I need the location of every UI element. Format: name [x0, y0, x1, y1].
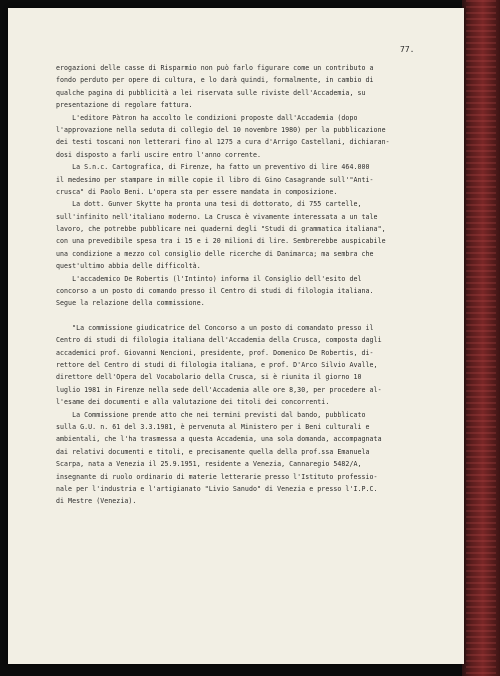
text-line: La S.n.c. Cartografica, di Firenze, ha fatto un preventivo di lire 464.000 [56, 163, 370, 172]
text-line: "La commissione giudicatrice del Concorso a un posto di comandato presso il [56, 323, 374, 332]
text-line: lavoro, che potrebbe pubblicare nei quaderni degli "Studi di grammatica italiana", [56, 225, 386, 234]
text-line: dai relativi documenti e titoli, e precisamente quella della prof.ssa Emanuela [56, 447, 370, 456]
text-line: sull'infinito nell'italiano moderno. La Crusca è vivamente interessata a un tale [56, 212, 378, 221]
paragraph [56, 409, 434, 508]
text-line: l'approvazione nella seduta di collegio del 10 novembre 1980) per la pubblicazione [56, 125, 386, 134]
text-line: di Mestre (Venezia). [56, 497, 137, 506]
paragraph [56, 112, 434, 162]
text-line: insegnante di ruolo ordinario di materie letterarie presso l'Istituto professio- [56, 472, 378, 481]
text-line: Scarpa, nata a Venezia il 25.9.1951, residente a Venezia, Cannaregio 5482/A, [56, 460, 362, 469]
text-line: L'editore Pàtron ha accolto le condizioni proposte dall'Accademia (dopo [56, 113, 358, 122]
text-line: qualche pagina di pubblicità a lei riservata sulle riviste dell'Accademia, su [56, 88, 366, 97]
text-line: una condizione a mezzo col consiglio delle ricerche di Danimarca; ma sembra che [56, 249, 374, 258]
text-line: dei testi toscani non letterari fino al 1275 a cura d'Arrigo Castellani, dichiaran- [56, 138, 390, 147]
text-line: accademici prof. Giovanni Nencioni, presidente, prof. Domenico De Robertis, di- [56, 348, 374, 357]
paragraph [56, 62, 434, 112]
text-line: il medesimo per stampare in mille copie il libro di Gino Casagrande sull'"Anti- [56, 175, 374, 184]
text-line: Segue la relazione della commissione. [56, 299, 205, 308]
text-line: concorso a un posto di comando presso il Centro di studi di filologia italiana. [56, 287, 374, 296]
text-line: nale per l'industria e l'artigianato "Livio Sanudo" di Venezia e presso l'I.P.C. [56, 484, 378, 493]
text-line: L'accademico De Robertis (l'Intinto) informa il Consiglio dell'esito del [56, 274, 362, 283]
binding-marbling [466, 0, 496, 676]
text-line: La dott. Gunver Skytte ha pronta una tesi di dottorato, di 755 cartelle, [56, 200, 362, 209]
text-line: sulla G.U. n. 61 del 3.3.1981, è pervenuta al Ministero per i Beni culturali e [56, 422, 370, 431]
page-number: 77. [400, 45, 415, 54]
text-line: erogazioni delle casse di Risparmio non può farlo figurare come un contributo a [56, 64, 374, 72]
text-line: Centro di studi di filologia italiana dell'Accademia della Crusca, composta dagli [56, 336, 382, 345]
paragraph [56, 322, 434, 409]
text-line: con una prevedibile spesa tra i 15 e i 20 milioni di lire. Sembrerebbe auspicabile [56, 237, 386, 246]
text-line: direttore dell'Opera del Vocabolario della Crusca, si è riunita il giorno 10 [56, 373, 362, 382]
paragraph [56, 161, 434, 198]
paragraph-gap [56, 310, 434, 322]
paragraph [56, 273, 434, 310]
text-line: quest'ultimo abbia delle difficoltà. [56, 262, 201, 271]
text-line: l'esame dei documenti e alla valutazione dei titoli dei concorrenti. [56, 398, 330, 407]
text-line: rettore del Centro di studi di filologia italiana, e prof. D'Arco Silvio Avalle, [56, 360, 378, 369]
text-line: presentazione di regolare fattura. [56, 101, 193, 110]
text-line: ambientali, che l'ha trasmessa a questa Accademia, una sola domanda, accompagnata [56, 435, 382, 444]
text-line: fondo perduto per opere di cultura, e lo darà quindi, formalmente, in cambio di [56, 76, 374, 85]
typed-text-body [56, 62, 434, 508]
paragraph [56, 198, 434, 272]
text-line: dosi disposto a farli uscire entro l'anno corrente. [56, 150, 262, 159]
text-line: luglio 1981 in Firenze nella sede dell'Accademia alle ore 8,30, per procedere al- [56, 385, 382, 394]
text-line: crusca" di Paolo Beni. L'opera sta per essere mandata in composizione. [56, 187, 338, 196]
text-line: La Commissione prende atto che nei termini previsti dal bando, pubblicato [56, 410, 366, 419]
